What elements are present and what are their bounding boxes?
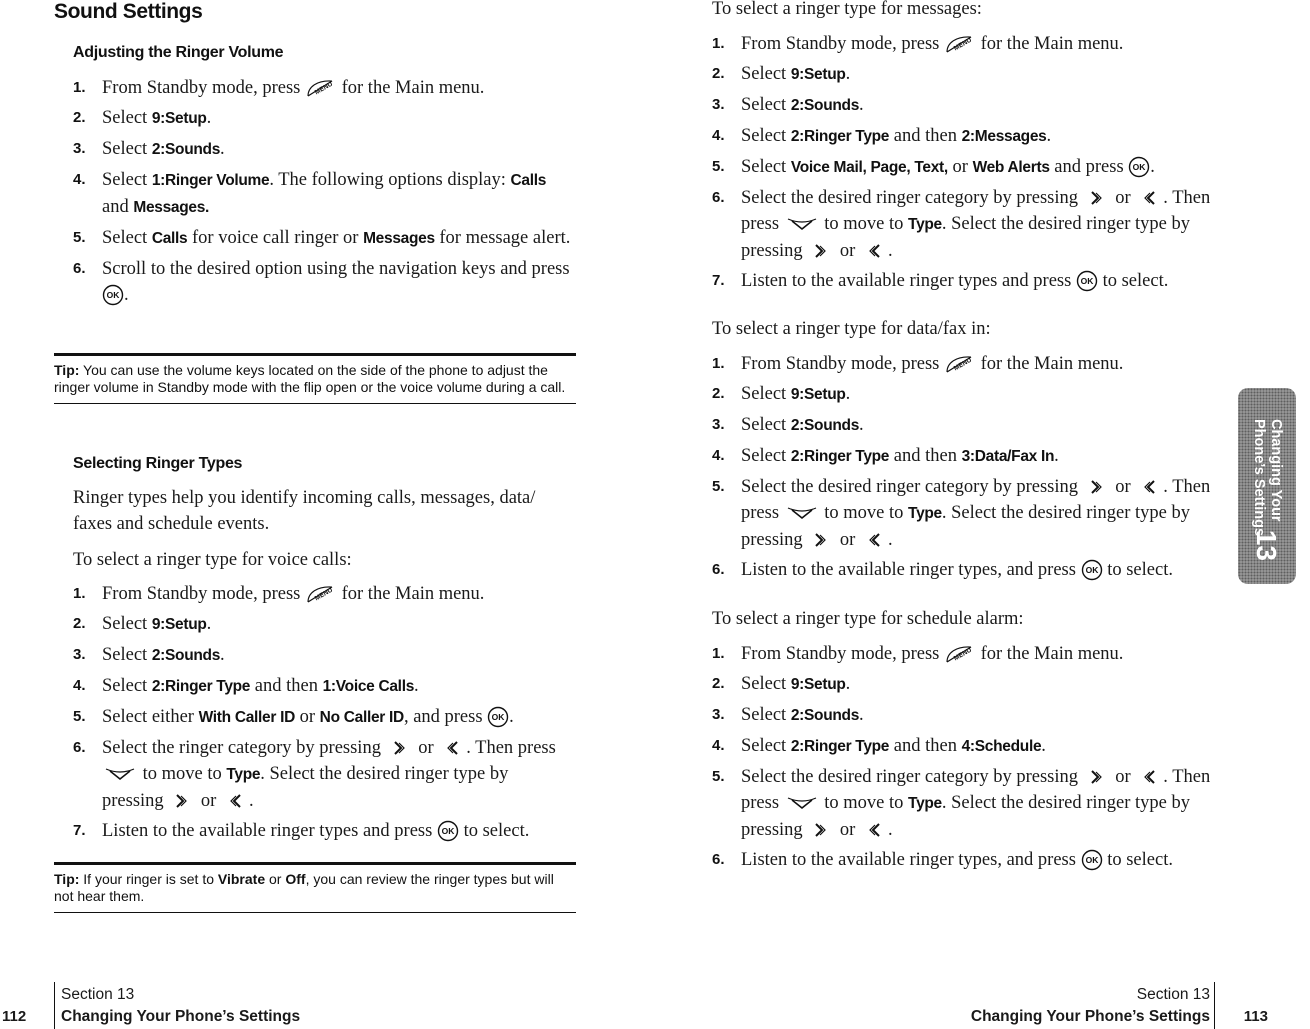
svg-text:MENU: MENU — [952, 36, 973, 53]
nav-right-icon — [168, 791, 196, 811]
nav-down-icon — [784, 505, 820, 521]
svg-text:OK: OK — [1132, 161, 1146, 172]
svg-text:OK: OK — [1085, 564, 1098, 575]
list-item: 4. Select 2:Ringer Type and then 2:Messages. — [712, 126, 1052, 146]
datafax-lead: To select a ringer type for data/fax in: — [712, 319, 991, 339]
svg-text:OK: OK — [1080, 275, 1094, 286]
menu-key-icon — [944, 33, 976, 55]
list-item: 4. Select 2:Ringer Type and then 1:Voice Calls. — [73, 676, 419, 696]
list-item: 1. From Standby mode, press MENU for the Main menu. — [73, 78, 485, 98]
nav-right-icon — [1083, 477, 1111, 497]
section-heading-ringer-types: Selecting Ringer Types — [73, 455, 243, 472]
list-item: 1. From Standby mode, press MENU for the Main menu. — [712, 644, 1124, 664]
list-item: 3. Select 2:Sounds. — [712, 95, 864, 115]
voice-calls-steps — [73, 581, 573, 848]
schedule-lead: To select a ringer type for schedule alarm: — [712, 609, 1024, 629]
nav-down-icon — [784, 795, 820, 811]
nav-right-icon — [807, 241, 835, 261]
nav-left-icon — [1135, 767, 1163, 787]
footer-chapter: Changing Your Phone’s Settings — [61, 1008, 301, 1025]
nav-left-icon — [860, 820, 888, 840]
list-item: 5. Select Calls for voice call ringer or Messages for message alert. — [73, 228, 571, 248]
nav-down-icon — [784, 216, 820, 232]
nav-left-icon — [1135, 188, 1163, 208]
list-item: 2. Select 9:Setup. — [712, 64, 851, 84]
list-item: 6. Listen to the available ringer types, and press OK to select. — [712, 850, 1173, 870]
list-item: 1. From Standby mode, press MENU for the Main menu. — [73, 584, 485, 604]
list-item: 5. Select the desired ringer category by pressing or . Then press to move to Type. Select the desired ringer type by pressing or . — [712, 767, 1211, 840]
voice-calls-lead: To select a ringer type for voice calls: — [73, 550, 352, 570]
list-item: 4. Select 1:Ringer Volume. The following options display: Calls and Messages. — [73, 170, 547, 217]
list-item: 6. Scroll to the desired option using the navigation keys and press OK . — [73, 259, 570, 305]
nav-right-icon — [386, 738, 414, 758]
chapter-tab-line2: Phone’s Settings — [1251, 419, 1267, 537]
ok-key-icon — [1076, 270, 1098, 292]
svg-text:OK: OK — [1085, 854, 1098, 865]
footer-chapter: Changing Your Phone’s Settings — [970, 1008, 1210, 1025]
list-item: 1. From Standby mode, press MENU for the Main menu. — [712, 34, 1124, 54]
list-item: 5. Select either With Caller ID or No Caller ID, and press OK . — [73, 707, 514, 727]
list-item: 2. Select 9:Setup. — [712, 384, 851, 404]
list-item: 4. Select 2:Ringer Type and then 3:Data/Fax In. — [712, 446, 1059, 466]
list-item: 6. Listen to the available ringer types, and press OK to select. — [712, 560, 1173, 580]
ringer-volume-steps — [73, 75, 573, 312]
ok-key-icon — [1128, 156, 1150, 178]
list-item: 3. Select 2:Sounds. — [73, 139, 225, 159]
svg-text:MENU: MENU — [313, 80, 334, 97]
section-heading-ringer-volume: Adjusting the Ringer Volume — [73, 44, 284, 61]
tip-volume-keys: Tip: You can use the volume keys located on the side of the phone to adjust the ringer volume in Standby mode with the flip open or the voice volume during a call. — [54, 353, 576, 404]
nav-left-icon — [860, 530, 888, 550]
list-item: 2. Select 9:Setup. — [712, 674, 851, 694]
page-number: 112 — [2, 1008, 27, 1025]
nav-left-icon — [1135, 477, 1163, 497]
footer-section: Section 13 — [61, 986, 135, 1003]
chapter-tab-number: 13 — [1251, 529, 1282, 561]
ok-key-icon — [1081, 559, 1103, 581]
nav-left-icon — [438, 738, 466, 758]
list-item: 7. Listen to the available ringer types and press OK to select. — [73, 821, 530, 841]
svg-text:MENU: MENU — [952, 356, 973, 373]
menu-key-icon — [305, 583, 337, 605]
menu-key-icon — [944, 353, 976, 375]
list-item: 3. Select 2:Sounds. — [712, 705, 864, 725]
nav-right-icon — [807, 530, 835, 550]
footer-divider — [54, 982, 55, 1029]
menu-key-icon — [944, 643, 976, 665]
ok-key-icon — [487, 706, 509, 728]
chapter-side-tab — [1238, 388, 1296, 584]
chapter-tab-label — [1250, 411, 1284, 561]
datafax-steps — [712, 351, 1242, 587]
nav-right-icon — [1083, 767, 1111, 787]
nav-down-icon — [102, 766, 138, 782]
list-item: 3. Select 2:Sounds. — [712, 415, 864, 435]
list-item: 1. From Standby mode, press MENU for the Main menu. — [712, 354, 1124, 374]
schedule-steps — [712, 641, 1242, 877]
left-page — [0, 0, 640, 1029]
footer-right — [850, 982, 1310, 1029]
ok-key-icon — [437, 820, 459, 842]
ok-key-icon — [1081, 849, 1103, 871]
list-item: 5. Select Voice Mail, Page, Text, or Web Alerts and press OK . — [712, 157, 1155, 177]
list-item: 2. Select 9:Setup. — [73, 614, 212, 634]
list-item: 4. Select 2:Ringer Type and then 4:Schedule. — [712, 736, 1046, 756]
chapter-tab-line1: Changing Your — [1268, 419, 1284, 522]
nav-left-icon — [221, 791, 249, 811]
messages-lead: To select a ringer type for messages: — [712, 0, 982, 19]
page-number: 113 — [1243, 1008, 1268, 1025]
list-item: 6. Select the ringer category by pressing or . Then press to move to Type. Select the desired ringer type by pressing or . — [73, 738, 556, 811]
list-item: 6. Select the desired ringer category by pressing or . Then press to move to Type. Select the desired ringer type by pressing or . — [712, 188, 1211, 261]
list-item: 2. Select 9:Setup. — [73, 108, 212, 128]
ringer-types-intro: Ringer types help you identify incoming calls, messages, data/ faxes and schedule events. — [73, 488, 536, 534]
svg-text:OK: OK — [491, 711, 505, 722]
svg-text:MENU: MENU — [952, 646, 973, 663]
footer-divider — [1214, 982, 1215, 1029]
svg-text:MENU: MENU — [313, 586, 334, 603]
nav-right-icon — [807, 820, 835, 840]
footer-left — [0, 982, 400, 1029]
nav-right-icon — [1083, 188, 1111, 208]
svg-text:OK: OK — [106, 289, 120, 300]
footer-section: Section 13 — [1136, 986, 1210, 1003]
tip-vibrate-off: Tip: If your ringer is set to Vibrate or Off, you can review the ringer types but will not hear them. — [54, 862, 576, 913]
messages-steps — [712, 31, 1242, 298]
list-item: 3. Select 2:Sounds. — [73, 645, 225, 665]
menu-key-icon — [305, 77, 337, 99]
list-item: 7. Listen to the available ringer types and press OK to select. — [712, 271, 1169, 291]
ok-key-icon — [102, 284, 124, 306]
right-page — [660, 0, 1310, 1029]
page-title: Sound Settings — [54, 0, 203, 23]
svg-text:OK: OK — [441, 825, 455, 836]
nav-left-icon — [860, 241, 888, 261]
list-item: 5. Select the desired ringer category by pressing or . Then press to move to Type. Select the desired ringer type by pressing or . — [712, 477, 1211, 550]
